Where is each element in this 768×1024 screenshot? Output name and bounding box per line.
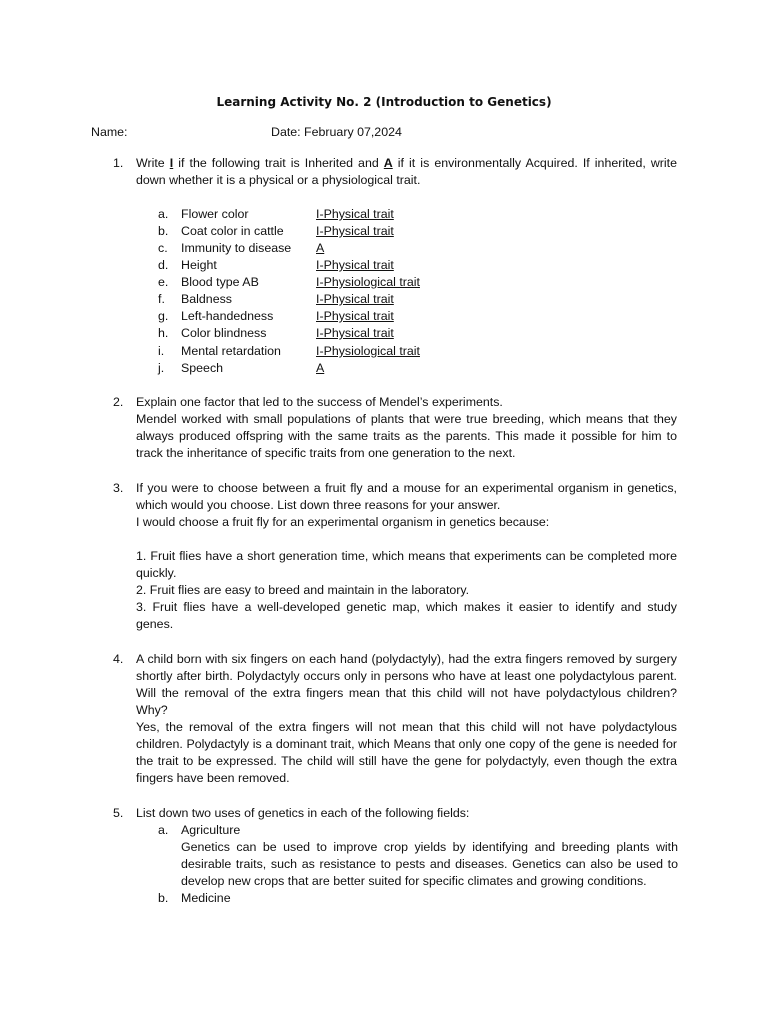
q3-reason-1: 1. Fruit flies have a short generation time, which means that experiments can be completed more quickly. [136, 549, 677, 580]
item-answer: I-Physical trait [316, 292, 394, 306]
item-answer: I-Physical trait [316, 309, 394, 323]
q4-block [136, 651, 677, 787]
item-letter: j. [158, 361, 165, 375]
item-letter: b. [158, 224, 169, 238]
q1-number: 1. [113, 156, 124, 170]
q2-question: Explain one factor that led to the success of Mendel’s experiments. [136, 395, 503, 409]
item-letter: e. [158, 275, 169, 289]
q3-reason-3: 3. Fruit flies have a well-developed genetic map, which makes it easier to identify and study genes. [136, 600, 677, 631]
q4-question: A child born with six fingers on each hand (polydactyly), had the extra fingers removed by surgery shortly after birth. Polydactyly occurs only in persons who have at least one polydactylous parent. Will the removal of the extra fingers mean that this child will not have polydactylous children? Why? [136, 652, 677, 717]
item-trait: Height [181, 258, 217, 272]
q5-b-title: Medicine [181, 891, 231, 905]
item-letter: a. [158, 207, 169, 221]
q5-a-letter: a. [158, 823, 169, 837]
item-trait: Blood type AB [181, 275, 259, 289]
q2-block [136, 394, 677, 462]
item-letter: d. [158, 258, 169, 272]
item-answer: A [316, 241, 325, 255]
item-trait: Color blindness [181, 326, 267, 340]
page-title: Learning Activity No. 2 (Introduction to Genetics) [216, 95, 552, 109]
q2-answer: Mendel worked with small populations of plants that were true breeding, which means that they always produced offspring with the same traits as the parents. This made it possible for him to track the inheritance of specific traits from one generation to the next. [136, 412, 677, 460]
item-trait: Left-handedness [181, 309, 274, 323]
item-trait: Immunity to disease [181, 241, 292, 255]
item-letter: g. [158, 309, 169, 323]
item-answer: I-Physiological trait [316, 275, 420, 289]
name-label: Name: [91, 125, 128, 139]
q1-text-c: if it is environmentally Acquired. If inherited, write down whether it is a physical or a physiological trait. [136, 156, 677, 187]
q5-number: 5. [113, 806, 124, 820]
q3-question: If you were to choose between a fruit fly and a mouse for an experimental organism in genetics, which would you choose. List down three reasons for your answer. [136, 481, 677, 512]
q4-number: 4. [113, 652, 124, 666]
item-trait: Flower color [181, 207, 249, 221]
q3-number: 3. [113, 481, 124, 495]
item-letter: c. [158, 241, 168, 255]
q1-mark-i: I [169, 156, 174, 170]
item-trait: Speech [181, 361, 224, 375]
item-answer: I-Physical trait [316, 224, 394, 238]
item-trait: Coat color in cattle [181, 224, 284, 238]
q5-a-title: Agriculture [181, 823, 241, 837]
q1-mark-a: A [383, 156, 393, 170]
q5-question: List down two uses of genetics in each of the following fields: [136, 806, 470, 820]
item-answer: A [316, 361, 325, 375]
item-letter: f. [158, 292, 165, 306]
item-trait: Mental retardation [181, 344, 281, 358]
item-trait: Baldness [181, 292, 232, 306]
item-answer: I-Physical trait [316, 207, 394, 221]
q5-a-answer: Genetics can be used to improve crop yields by identifying and breeding plants with desirable traits, such as resistance to pests and diseases. Genetics can also be used to develop new crops that are better suited for specific climates and growing conditions. [181, 840, 678, 888]
item-letter: i. [158, 344, 165, 358]
q5-b-letter: b. [158, 891, 169, 905]
date-line: Date: February 07,2024 [271, 125, 402, 139]
q1-question [136, 155, 677, 189]
item-answer: I-Physiological trait [316, 344, 420, 358]
q3-answer-intro: I would choose a fruit fly for an experimental organism in genetics because: [136, 515, 550, 529]
q1-text-a: Write [136, 156, 170, 170]
q1-text-b: if the following trait is Inherited and [173, 156, 384, 170]
item-answer: I-Physical trait [316, 326, 394, 340]
q2-number: 2. [113, 395, 124, 409]
q3-block [136, 480, 677, 633]
item-letter: h. [158, 326, 169, 340]
q3-reason-2: 2. Fruit flies are easy to breed and maintain in the laboratory. [136, 583, 470, 597]
q4-answer: Yes, the removal of the extra fingers will not mean that this child will not have polydactylous children. Polydactyly is a dominant trait, which Means that only one copy of the gene is needed for the trait to be expressed. The child will still have the gene for polydactyly, even though the extra fingers have been removed. [136, 720, 677, 785]
item-answer: I-Physical trait [316, 258, 394, 272]
